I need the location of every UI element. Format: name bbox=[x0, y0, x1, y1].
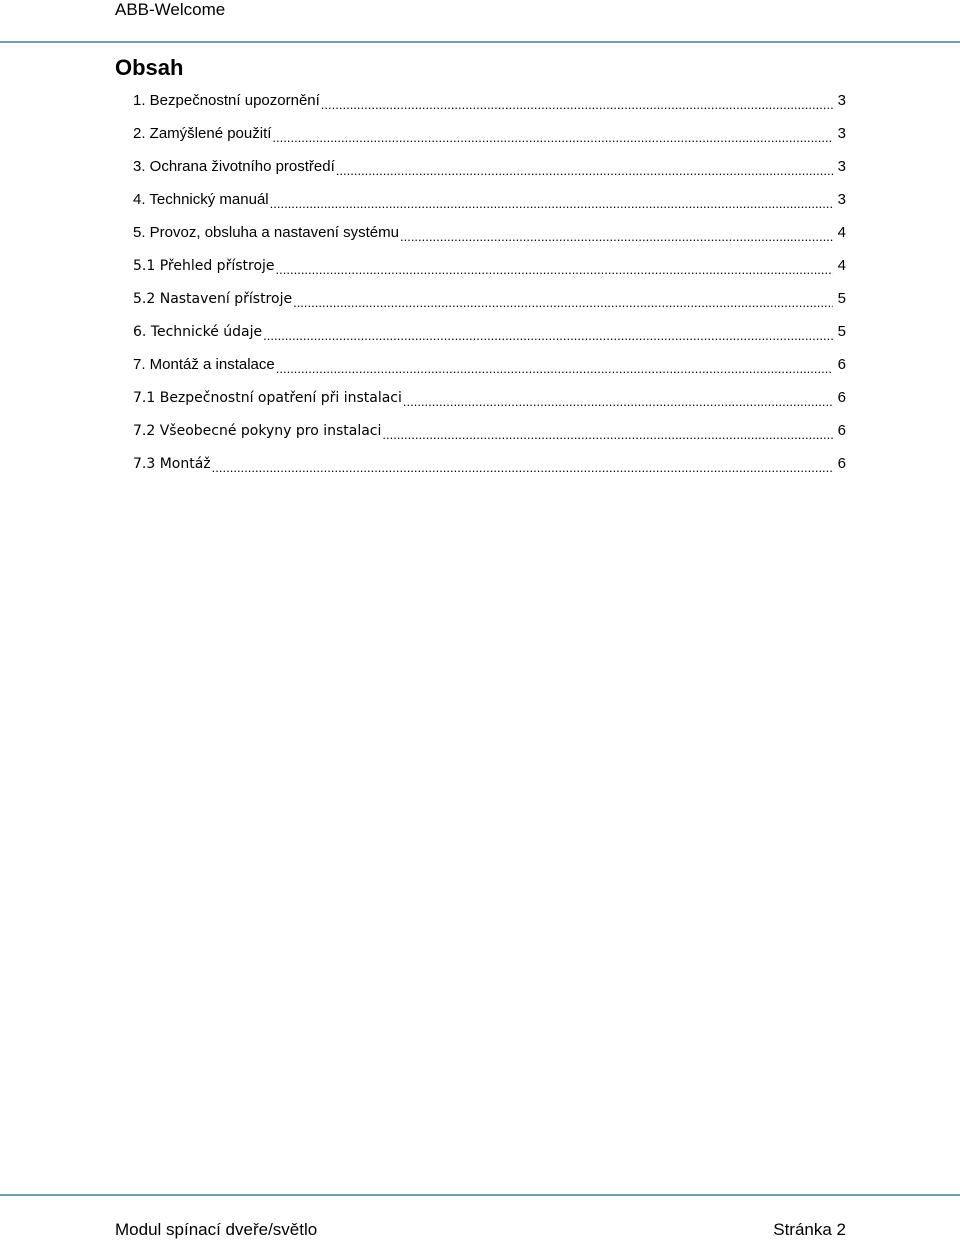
toc-entry[interactable] bbox=[115, 447, 846, 480]
toc-entry[interactable] bbox=[115, 249, 846, 282]
toc-entry-page: 5 bbox=[837, 323, 846, 340]
toc-entry-page: 6 bbox=[837, 422, 846, 439]
toc-leader bbox=[270, 196, 833, 211]
toc-entry-title: 2. Zamýšlené použití bbox=[133, 125, 272, 142]
toc-leader bbox=[272, 130, 833, 145]
toc-entry-page: 4 bbox=[837, 224, 846, 241]
toc-leader bbox=[293, 295, 833, 310]
toc-leader bbox=[403, 394, 833, 409]
footer-divider bbox=[0, 1194, 960, 1196]
toc-entry-page: 6 bbox=[837, 455, 846, 472]
toc-entry-title: 7. Montáž a instalace bbox=[133, 356, 275, 373]
toc-entry[interactable] bbox=[115, 216, 846, 249]
toc-entry-title: 7.1 Bezpečnostní opatření při instalaci bbox=[133, 389, 402, 406]
toc-leader bbox=[336, 163, 833, 178]
toc-entry-page: 3 bbox=[837, 191, 846, 208]
toc-entry-title: 3. Ochrana životního prostředí bbox=[133, 158, 335, 175]
toc-leader bbox=[276, 361, 833, 376]
toc-entry[interactable] bbox=[115, 117, 846, 150]
toc-entry-title: 1. Bezpečnostní upozornění bbox=[133, 92, 320, 109]
toc-entry-title: 7.2 Všeobecné pokyny pro instalaci bbox=[133, 422, 382, 439]
toc-entry[interactable] bbox=[115, 183, 846, 216]
toc-entry[interactable] bbox=[115, 414, 846, 447]
footer-document-title: Modul spínací dveře/světlo bbox=[115, 1220, 318, 1239]
toc-entry-title: 5. Provoz, obsluha a nastavení systému bbox=[133, 224, 399, 241]
toc-leader bbox=[263, 328, 833, 343]
toc-entry-page: 6 bbox=[837, 389, 846, 406]
toc-entry-page: 6 bbox=[837, 356, 846, 373]
header-title: ABB-Welcome bbox=[115, 0, 226, 19]
toc-entry-title: 6. Technické údaje bbox=[133, 323, 263, 340]
toc-entry-title: 5.2 Nastavení přístroje bbox=[133, 290, 293, 307]
toc-leader bbox=[212, 460, 833, 475]
toc-entry[interactable] bbox=[115, 348, 846, 381]
toc-entry-title: 7.3 Montáž bbox=[133, 455, 211, 472]
toc-entry-title: 5.1 Přehled přístroje bbox=[133, 257, 275, 274]
toc-leader bbox=[382, 427, 833, 442]
table-of-contents bbox=[115, 84, 846, 480]
toc-entry-page: 4 bbox=[837, 257, 846, 274]
toc-leader bbox=[276, 262, 833, 277]
toc-entry[interactable] bbox=[115, 315, 846, 348]
footer-page-number: Stránka 2 bbox=[773, 1220, 846, 1239]
toc-entry-page: 3 bbox=[837, 158, 846, 175]
toc-entry[interactable] bbox=[115, 381, 846, 414]
toc-entry-page: 3 bbox=[837, 125, 846, 142]
toc-entry[interactable] bbox=[115, 150, 846, 183]
toc-entry-title: 4. Technický manuál bbox=[133, 191, 269, 208]
toc-leader bbox=[321, 97, 833, 112]
toc-entry[interactable] bbox=[115, 84, 846, 117]
toc-entry[interactable] bbox=[115, 282, 846, 315]
toc-entry-page: 5 bbox=[837, 290, 846, 307]
toc-leader bbox=[400, 229, 833, 244]
toc-heading: Obsah bbox=[115, 55, 184, 80]
toc-entry-page: 3 bbox=[837, 92, 846, 109]
header-divider bbox=[0, 41, 960, 43]
